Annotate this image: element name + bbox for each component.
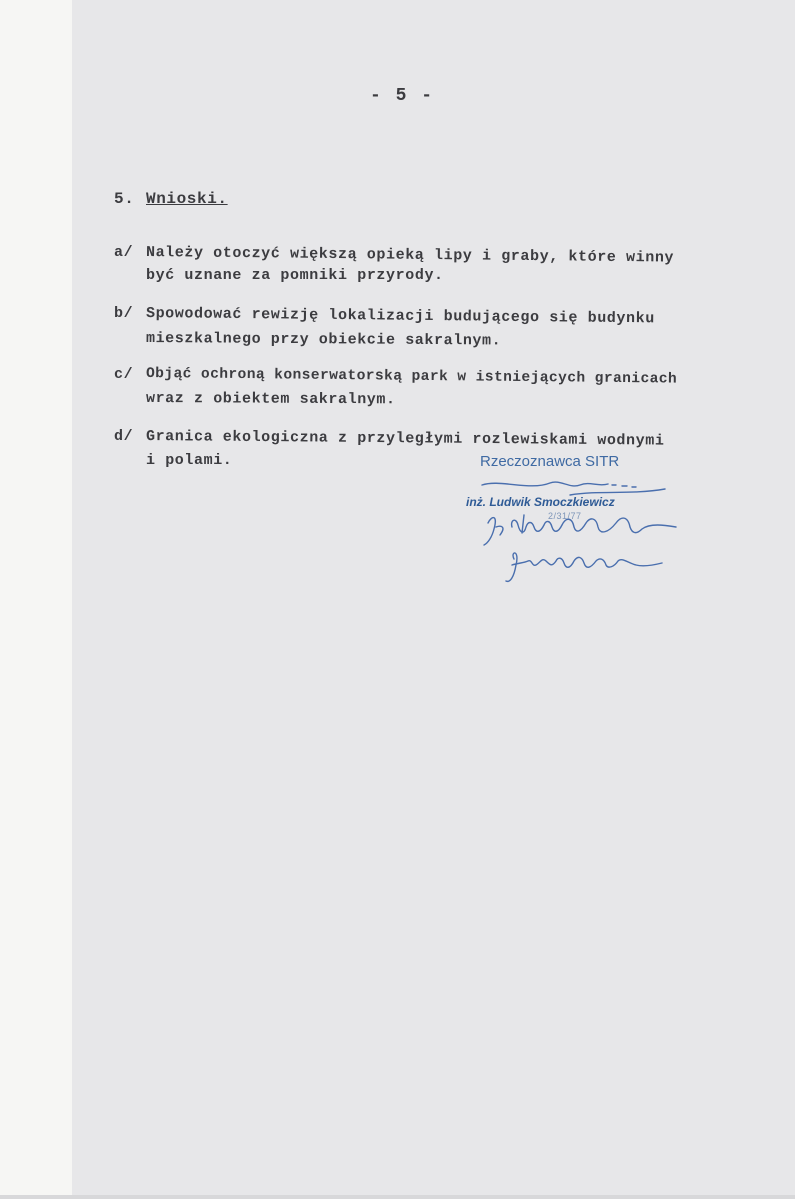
item-marker: c/ — [114, 366, 134, 383]
item-line: Należy otoczyć większą opieką lipy i graby, które winny — [145, 244, 675, 267]
item-line: Spowodować rewizję lokalizacji budującego się budynku — [145, 305, 655, 328]
item-marker: d/ — [114, 428, 134, 445]
stamp-name: inż. Ludwik Smoczkiewicz — [466, 495, 615, 509]
item-line: być uznane za pomniki przyrody. — [146, 267, 444, 284]
scan-margin — [0, 0, 72, 1199]
stamp-number: 2/31/77 — [548, 511, 582, 521]
item-line: Objąć ochroną konserwatorską park w istniejących granicach — [145, 366, 678, 388]
item-line: i polami. — [146, 452, 233, 469]
item-marker: a/ — [114, 244, 134, 261]
scan-bottom-edge — [0, 1195, 795, 1199]
section-number: 5. — [114, 190, 135, 208]
handwritten-signature — [440, 465, 700, 595]
page-number: - 5 - — [370, 86, 435, 106]
item-marker: b/ — [114, 305, 134, 322]
section-title: Wnioski. — [146, 190, 228, 208]
stamp-title: Rzeczoznawca SITR — [480, 453, 620, 470]
item-line: mieszkalnego przy obiekcie sakralnym. — [145, 330, 502, 350]
item-line: Granica ekologiczna z przyległymi rozlewiskami wodnymi — [145, 428, 665, 450]
item-line: wraz z obiektem sakralnym. — [145, 390, 396, 409]
